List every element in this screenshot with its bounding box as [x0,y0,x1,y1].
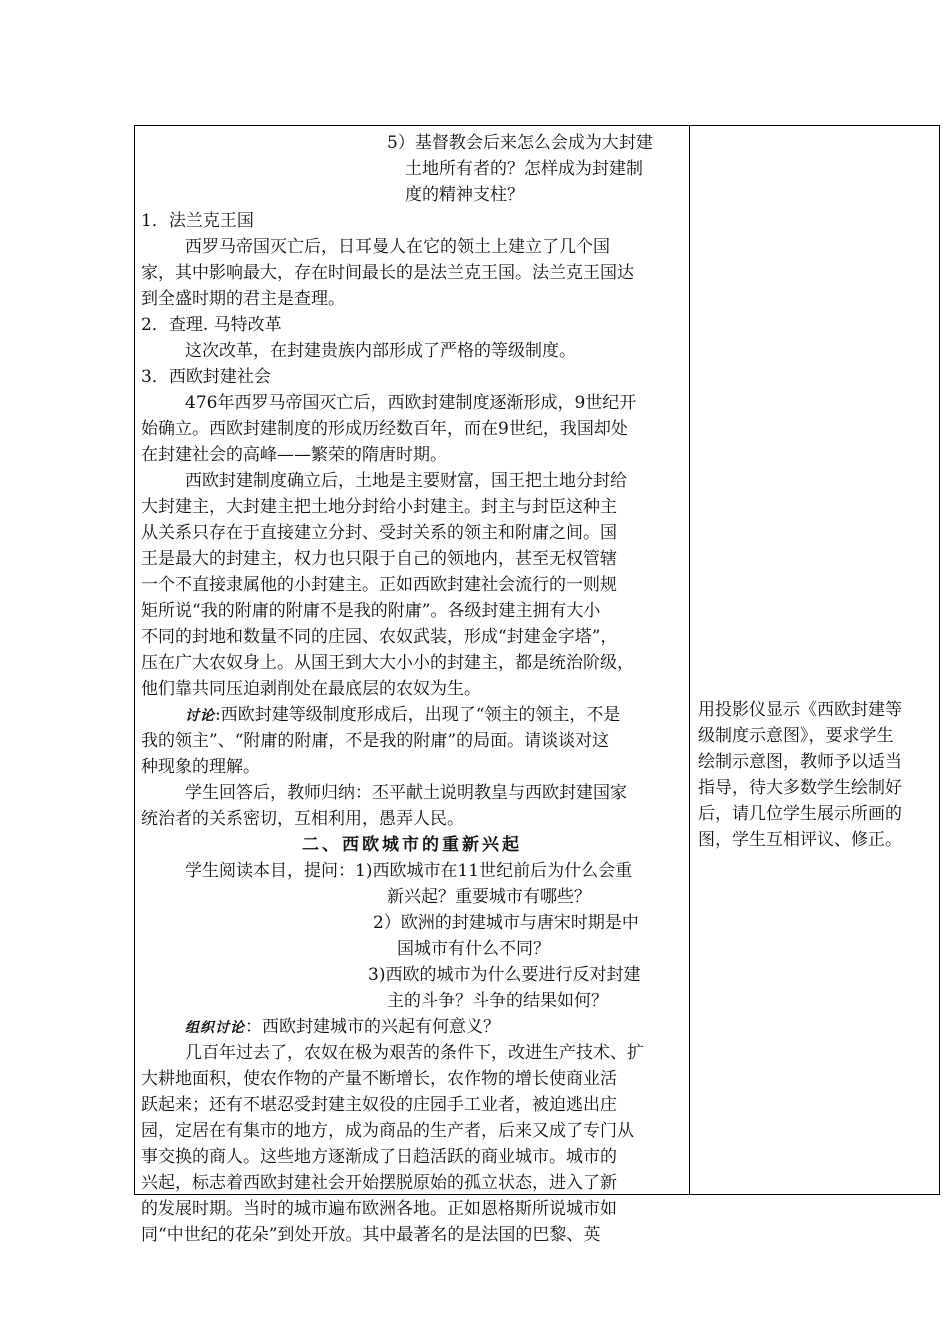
teacher-note-line: 后，请几位学生展示所画的 [698,804,902,824]
section-1-title: 1．法兰克王国 [141,211,254,231]
organized-discussion-text: ：西欧封建城市的兴起有何意义？ [245,1017,500,1037]
organized-discussion-label: 组织讨论 [185,1020,245,1036]
discussion-label: 讨论 [185,708,215,724]
paragraph-line: 大耕地面积，使农作物的产量不断增长，农作物的增长使商业活 [141,1069,617,1089]
teacher-note-line: 用投影仪显示《西欧封建等 [698,700,902,720]
teacher-note-line: 绘制示意图，教师予以适当 [698,752,902,772]
discussion-text: :西欧封建等级制度形成后，出现了“领主的领主，不是 [215,705,621,725]
organized-discussion-line [141,1014,683,1040]
lesson-table [134,125,940,1245]
section-heading-2: 二、西欧城市的重新兴起 [302,835,522,855]
paragraph-line: 我的领主”、“附庸的附庸，不是我的附庸”的局面。请谈谈对这 [141,731,610,751]
question-line: 主的斗争？斗争的结果如何？ [387,991,608,1011]
paragraph-line: 王是最大的封建主，权力也只限于自己的领地内，甚至无权管辖 [141,549,617,569]
teacher-note-line: 级制度示意图》，要求学生 [698,726,894,746]
paragraph-line: 跃起来；还有不堪忍受封建主奴役的庄园手工业者，被迫逃出庄 [141,1095,617,1115]
paragraph-line: 不同的封地和数量不同的庄园、农奴武装，形成“封建金字塔”， [141,627,618,647]
question-5-line-1: 5）基督教会后来怎么会成为大封建 [387,133,653,153]
paragraph-line: 事交换的商人。这些地方逐渐成了日趋活跃的商业城市。城市的 [141,1147,617,1167]
question-5-line-2: 土地所有者的？怎样成为封建制 [405,159,643,179]
paragraph-line: 压在广大农奴身上。从国王到大大小小的封建主，都是统治阶级， [141,653,634,673]
paragraph-line: 的发展时期。当时的城市遍布欧洲各地。正如恩格斯所说城市如 [141,1199,617,1219]
paragraph-line: 大封建主，大封建主把土地分封给小封建主。封主与封臣这种主 [141,497,617,517]
paragraph-line: 学生回答后，教师归纳：丕平献土说明教皇与西欧封建国家 [185,783,627,803]
paragraph-line: 园，定居在有集市的地方，成为商品的生产者，后来又成了专门从 [141,1121,634,1141]
question-line: 新兴起？重要城市有哪些？ [387,887,591,907]
question-line: 2）欧洲的封建城市与唐宋时期是中 [373,913,639,933]
paragraph-line: 家，其中影响最大，存在时间最长的是法兰克王国。法兰克王国达 [141,263,634,283]
column-divider [689,126,690,1194]
paragraph-line: 西欧封建制度确立后，土地是主要财富，国王把土地分封给 [185,471,627,491]
paragraph-line: 兴起，标志着西欧封建社会开始摆脱原始的孤立状态，进入了新 [141,1173,617,1193]
teacher-note-line: 指导，待大多数学生绘制好 [698,778,902,798]
teacher-note-line: 图，学生互相评议、修正。 [698,830,902,850]
paragraph-line: 矩所说“我的附庸的附庸不是我的附庸”。各级封建主拥有大小 [141,601,601,621]
paragraph-line: 从关系只存在于直接建立分封、受封关系的领主和附庸之间。国 [141,523,617,543]
paragraph-line: 西罗马帝国灭亡后，日耳曼人在它的领土上建立了几个国 [185,237,610,257]
paragraph-line: 这次改革，在封建贵族内部形成了严格的等级制度。 [185,341,576,361]
discussion-line [141,702,683,728]
reading-prompt: 学生阅读本目，提问：1)西欧城市在11世纪前后为什么会重 [185,861,633,881]
paragraph-line: 476年西罗马帝国灭亡后，西欧封建制度逐渐形成，9世纪开 [185,393,637,413]
paragraph-line: 始确立。西欧封建制度的形成历经数百年，而在9世纪，我国却处 [141,419,628,439]
paragraph-line: 到全盛时期的君主是查理。 [141,289,345,309]
paragraph-line: 一个不直接隶属他的小封建主。正如西欧封建社会流行的一则规 [141,575,617,595]
question-5-line-3: 度的精神支柱？ [405,185,524,205]
question-line: 3)西欧的城市为什么要进行反对封建 [368,965,641,985]
paragraph-line: 他们靠共同压迫剥削处在最底层的农奴为生。 [141,679,481,699]
paragraph-line: 同“中世纪的花朵”到处开放。其中最著名的是法国的巴黎、英 [141,1225,601,1245]
paragraph-line: 统治者的关系密切，互相利用，愚弄人民。 [141,809,464,829]
section-2-title: 2．查理. 马特改革 [141,315,282,335]
section-3-title: 3．西欧封建社会 [141,367,271,387]
paragraph-line: 在封建社会的高峰——繁荣的隋唐时期。 [141,445,447,465]
right-column [698,697,934,853]
question-line: 国城市有什么不同？ [397,939,550,959]
paragraph-line: 几百年过去了，农奴在极为艰苦的条件下，改进生产技术、扩 [185,1043,644,1063]
paragraph-line: 种现象的理解。 [141,757,260,777]
left-column [141,130,683,1248]
